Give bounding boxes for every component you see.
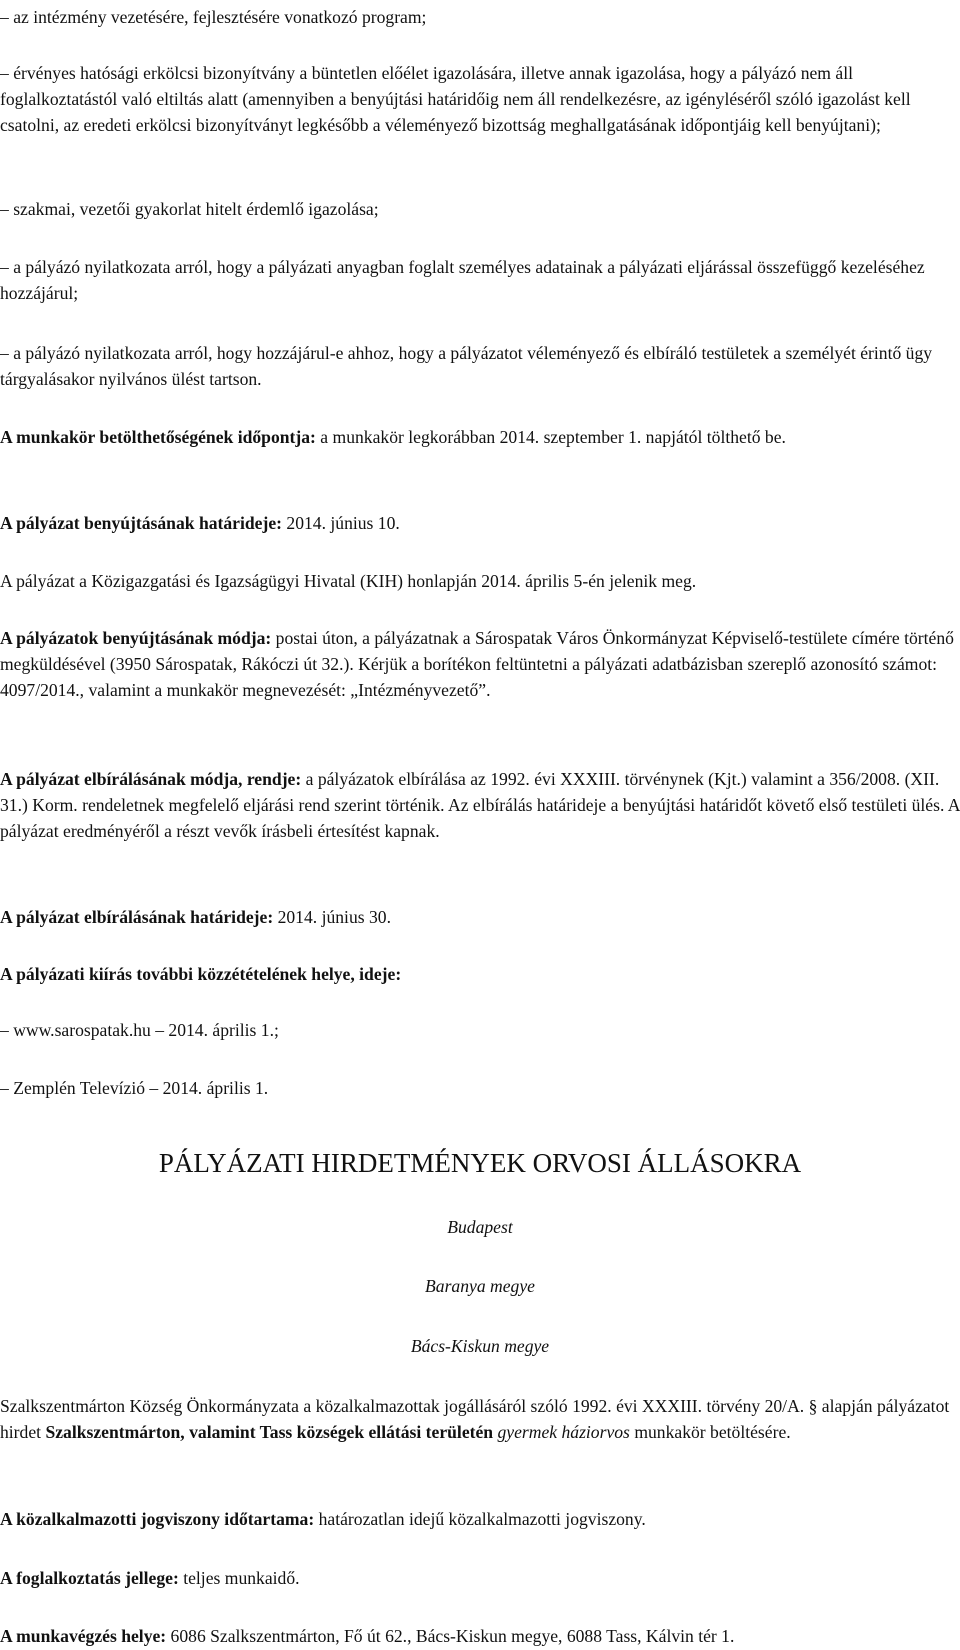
employment-type-text: teljes munkaidő.: [178, 1568, 300, 1588]
employment-type-label: A foglalkoztatás jellege:: [0, 1568, 179, 1588]
employment-type-paragraph: [0, 1565, 960, 1591]
fill-date-text: a munkakör legkorábban 2014. szeptember 1. napjától tölthető be.: [315, 427, 786, 447]
announcement-position: gyermek háziorvos: [497, 1422, 630, 1442]
publication-item-web: – www.sarospatak.hu – 2014. április 1.;: [0, 1020, 279, 1040]
fill-date-label: A munkakör betölthetőségének időpontja:: [0, 427, 316, 447]
list-item-program: – az intézmény vezetésére, fejlesztésére vonatkozó program;: [0, 7, 427, 27]
deadline-paragraph: [0, 510, 960, 536]
deadline-text: 2014. június 10.: [282, 513, 400, 533]
list-item-experience: – szakmai, vezetői gyakorlat hitelt érdemlő igazolása;: [0, 199, 379, 219]
county-budapest: Budapest: [447, 1217, 513, 1237]
duration-label: A közalkalmazotti jogviszony időtartama:: [0, 1509, 315, 1529]
announcement-part1: Szalkszentmárton Község Önkormányzata a közalkalmazottak jogállásáról szóló 1992. évi XXXIII. törvény 20/A. § alapján pályázatot hirdet: [0, 1396, 950, 1442]
workplace-text: 6086 Szalkszentmárton, Fő út 62., Bács-Kiskun megye, 6088 Tass, Kálvin tér 1.: [166, 1626, 735, 1646]
deadline-label: A pályázat benyújtásának határideje:: [0, 513, 282, 533]
publication-label: A pályázati kiírás további közzétételének helye, ideje:: [0, 964, 402, 984]
announcement-part5: munkakör betöltésére.: [629, 1422, 791, 1442]
list-item-certificate: – érvényes hatósági erkölcsi bizonyítvány a büntetlen előélet igazolására, illetve annak igazolása, hogy a pályázó nem áll foglalkoztatástól való eltiltás alatt (amennyiben a benyújtási határidőig nem áll rendelkezésre, az igényléséről szóló igazolást kell csatolni, az eredeti erkölcsi bizonyítványt legkésőbb a véleményező bizottság meghallgatásának időpontjáig kell benyújtani);: [0, 63, 911, 135]
announcement-area: Szalkszentmárton, valamint Tass községek ellátási területén: [45, 1422, 494, 1442]
workplace-label: A munkavégzés helye:: [0, 1626, 167, 1646]
evaluation-paragraph: [0, 766, 960, 844]
duration-text: határozatlan idejű közalkalmazotti jogviszony.: [314, 1509, 646, 1529]
fill-date-paragraph: [0, 424, 960, 450]
kih-note: A pályázat a Közigazgatási és Igazságügyi Hivatal (KIH) honlapján 2014. április 5-én jelenik meg.: [0, 571, 697, 591]
duration-paragraph: [0, 1506, 960, 1532]
county-baranya: Baranya megye: [425, 1276, 535, 1296]
list-item-public-hearing: – a pályázó nyilatkozata arról, hogy hozzájárul-e ahhoz, hogy a pályázatot véleményező és elbíráló testületek a személyét érintő ügy tárgyalásakor nyilvános ülést tartson.: [0, 343, 933, 389]
eval-deadline-paragraph: [0, 904, 960, 930]
publication-paragraph: [0, 961, 960, 987]
list-item-data-consent: – a pályázó nyilatkozata arról, hogy a pályázati anyagban foglalt személyes adatainak a pályázati eljárással összefüggő kezeléséhez hozzájárul;: [0, 257, 925, 303]
evaluation-text: a pályázatok elbírálása az 1992. évi XXXIII. törvénynek (Kjt.) valamint a 356/2008. (XII. 31.) Korm. rendeletnek megfelelő eljárási rend szerint történik. Az elbírálás határideje a benyújtási határidőt követő első testületi ülés. A pályázat eredményéről a részt vevők írásbeli értesítést kapnak.: [0, 769, 960, 841]
workplace-paragraph: [0, 1623, 960, 1649]
section-heading: PÁLYÁZATI HIRDETMÉNYEK ORVOSI ÁLLÁSOKRA: [158, 1148, 802, 1178]
eval-deadline-text: 2014. június 30.: [273, 907, 391, 927]
submission-paragraph: [0, 625, 960, 703]
eval-deadline-label: A pályázat elbírálásának határideje:: [0, 907, 274, 927]
county-bacs-kiskun: Bács-Kiskun megye: [410, 1336, 550, 1356]
submission-text: postai úton, a pályázatnak a Sárospatak Város Önkormányzat Képviselő-testülete címére történő megküldésével (3950 Sárospatak, Rákóczi út 32.). Kérjük a borítékon feltüntetni a pályázati adatbázisban szereplő azonosító számot: 4097/2014., valamint a munkakör megnevezését: „Intézményvezető”.: [0, 628, 954, 700]
evaluation-label: A pályázat elbírálásának módja, rendje:: [0, 769, 302, 789]
submission-label: A pályázatok benyújtásának módja:: [0, 628, 272, 648]
announcement-paragraph: [0, 1393, 960, 1445]
publication-item-tv: – Zemplén Televízió – 2014. április 1.: [0, 1078, 269, 1098]
